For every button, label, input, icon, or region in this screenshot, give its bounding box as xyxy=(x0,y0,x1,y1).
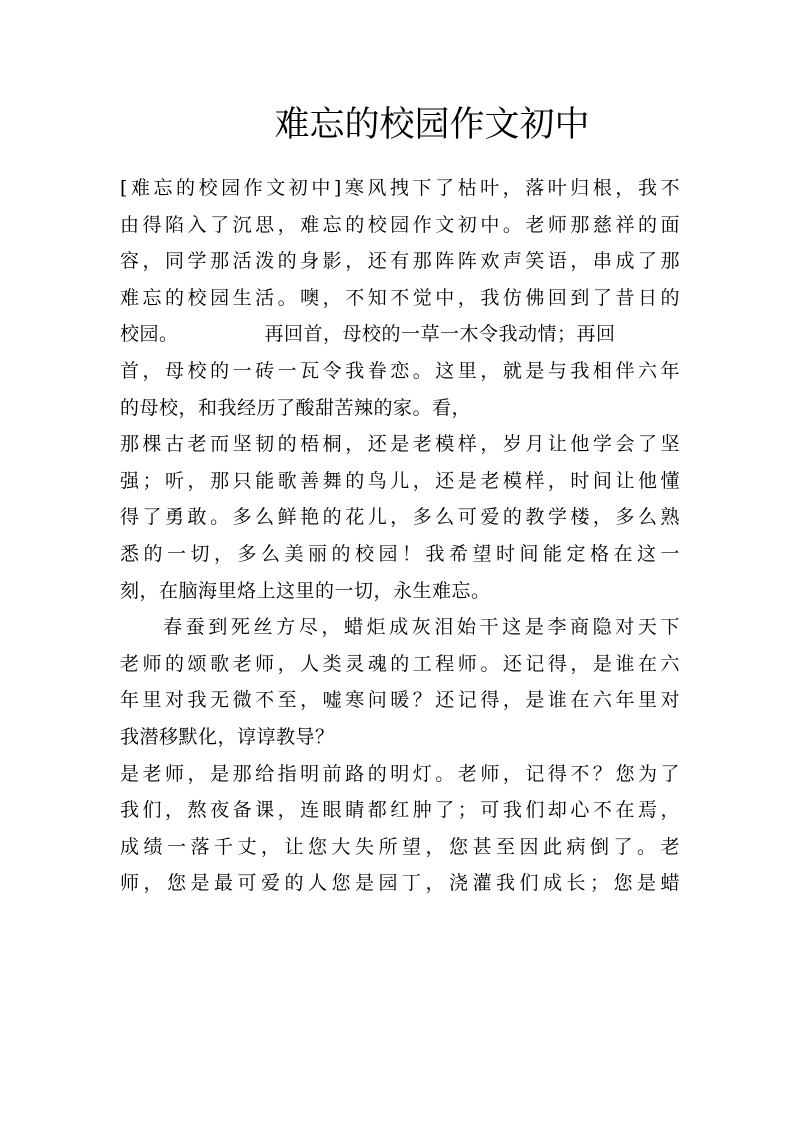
text-line xyxy=(120,316,680,353)
text-line xyxy=(120,390,680,427)
text-line-content: 强；听，那只能歌善舞的鸟儿，还是老模样，时间让他懂 xyxy=(120,469,680,492)
text-line xyxy=(120,646,680,683)
text-line xyxy=(120,792,680,829)
text-line xyxy=(120,536,680,573)
text-line xyxy=(120,353,680,390)
text-line-content: 首，母校的一砖一瓦令我眷恋。这里，就是与我相伴六年 xyxy=(120,359,680,382)
text-line-content: 我潜移默化，谆谆教导？ xyxy=(120,725,335,748)
text-line-content: 我们，熬夜备课，连眼睛都红肿了；可我们却心不在焉， xyxy=(120,799,680,822)
text-line xyxy=(120,499,680,536)
text-line xyxy=(120,170,680,207)
text-line xyxy=(120,756,680,793)
text-line-content: [难忘的校园作文初中]寒风拽下了枯叶，落叶归根，我不 xyxy=(120,177,680,199)
text-line-content: 是老师，是那给指明前路的明灯。老师，记得不？您为了 xyxy=(120,762,680,785)
text-line-content: 的母校，和我经历了酸甜苦辣的家。看， xyxy=(120,396,472,419)
text-line-content: 由得陷入了沉思，难忘的校园作文初中。老师那慈祥的面 xyxy=(120,213,680,236)
text-line-content: 春蚕到死丝方尽，蜡炬成灰泪始干这是李商隐对天下 xyxy=(160,616,680,639)
text-line xyxy=(120,426,680,463)
text-line xyxy=(120,719,680,756)
text-line xyxy=(120,682,680,719)
text-line-content: 老师的颂歌老师，人类灵魂的工程师。还记得，是谁在六 xyxy=(120,652,680,675)
text-line-tail: 再回首，母校的一草一木令我动情；再回 xyxy=(264,323,616,346)
text-line xyxy=(120,573,680,610)
text-line xyxy=(120,609,680,646)
text-line-content: 得了勇敢。多么鲜艳的花儿，多么可爱的教学楼，多么熟 xyxy=(120,506,680,529)
text-line-content: 师，您是最可爱的人您是园丁，浇灌我们成长；您是蜡 xyxy=(120,872,680,895)
document-title: 难忘的校园作文初中 xyxy=(274,105,590,145)
text-line-content: 容，同学那活泼的身影，还有那阵阵欢声笑语，串成了那 xyxy=(120,250,680,273)
text-line xyxy=(120,207,680,244)
text-line-content: 校园。 xyxy=(120,323,179,346)
text-line xyxy=(120,829,680,866)
text-line-content: 悉的一切，多么美丽的校园！我希望时间能定格在这一 xyxy=(120,542,680,565)
text-line-content: 那棵古老而坚韧的梧桐，还是老模样，岁月让他学会了坚 xyxy=(120,433,680,456)
document-body xyxy=(120,170,680,902)
text-line-content: 成绩一落千丈，让您大失所望，您甚至因此病倒了。老 xyxy=(120,835,680,858)
text-line xyxy=(120,280,680,317)
text-line-content: 年里对我无微不至，嘘寒问暖？还记得，是谁在六年里对 xyxy=(120,689,680,712)
text-line xyxy=(120,865,680,902)
text-line-content: 刻，在脑海里烙上这里的一切，永生难忘。 xyxy=(120,579,491,602)
text-line-content: 难忘的校园生活。噢，不知不觉中，我仿佛回到了昔日的 xyxy=(120,286,680,309)
text-line xyxy=(120,243,680,280)
text-line xyxy=(120,463,680,500)
